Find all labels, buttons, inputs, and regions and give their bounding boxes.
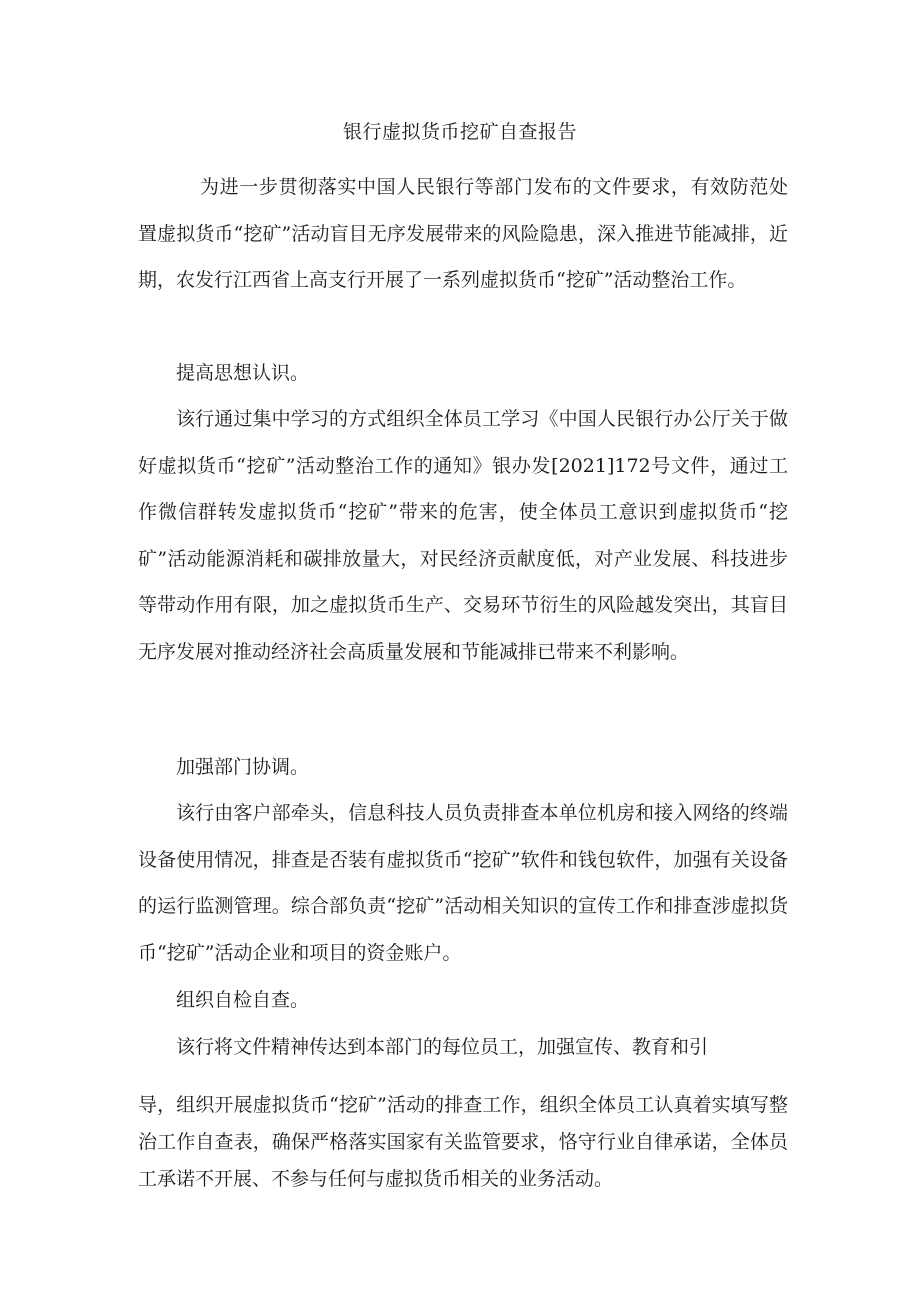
- section-body-3-continued: 导，组织开展虚拟货币“挖矿”活动的排查工作，组织全体员工认真着实填写整治工作自查表，确保严格落实国家有关监管要求，恪守行业自律承诺，全体员工承诺不开展、不参与任何与虚拟货币相关的业务活动。: [138, 1094, 788, 1190]
- document-title: 银行虚拟货币挖矿自查报告: [342, 121, 577, 143]
- section-body-3-first-line: 该行将文件精神传达到本部门的每位员工，加强宣传、教育和引: [176, 1036, 709, 1058]
- section-heading-2: 加强部门协调。: [176, 756, 310, 778]
- section-body-2: 该行由客户部牵头，信息科技人员负责排查本单位机房和接入网络的终端设备使用情况，排查是否装有虚拟货币“挖矿”软件和钱包软件，加强有关设备的运行监测管理。综合部负责“挖矿”活动相关知识的宣传工作和排查涉虚拟货币“挖矿”活动企业和项目的资金账户。: [138, 802, 788, 964]
- section-body-1: 该行通过集中学习的方式组织全体员工学习《中国人民银行办公厅关于做好虚拟货币“挖矿”活动整治工作的通知》银办发[2021]172号文件，通过工作微信群转发虚拟货币“挖矿”带来的危害，使全体员工意识到虚拟货币“挖矿”活动能源消耗和碳排放量大，对民经济贡献度低，对产业发展、科技进步等带动作用有限，加之虚拟货币生产、交易环节衍生的风险越发突出，其盲目无序发展对推动经济社会高质量发展和节能减排已带来不利影响。: [138, 408, 788, 663]
- section-heading-3: 组织自检自查。: [176, 989, 310, 1011]
- section-heading-1: 提高思想认识。: [176, 362, 310, 384]
- intro-paragraph: 为进一步贯彻落实中国人民银行等部门发布的文件要求，有效防范处置虚拟货币“挖矿”活动盲目无序发展带来的风险隐患，深入推进节能减排，近期，农发行江西省上高支行开展了一系列虚拟货币“挖矿”活动整治工作。: [138, 176, 788, 291]
